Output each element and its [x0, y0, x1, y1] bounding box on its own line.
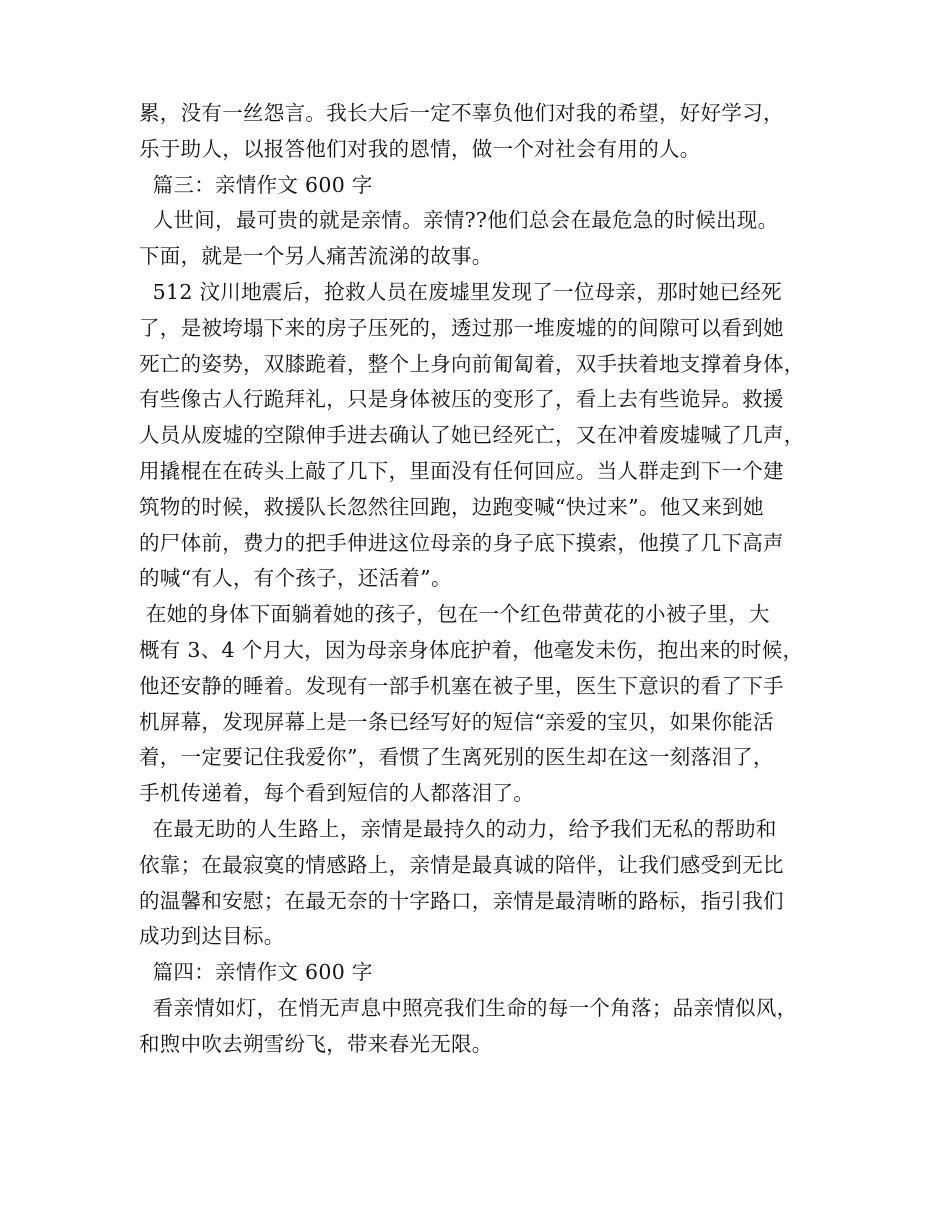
text-line: 用撬棍在在砖头上敲了几下，里面没有任何回应。当人群走到下一个建	[139, 458, 784, 483]
text-line: 看亲情如灯，在悄无声息中照亮我们生命的每一个角落；品亲情似风，	[139, 995, 798, 1020]
text-line: 概有 3、4 个月大，因为母亲身体庇护着，他毫发未伤，抱出来的时候，	[139, 637, 804, 662]
text-line: 的尸体前，费力的把手伸进这位母亲的身子底下摸索，他摸了几下高声	[139, 530, 784, 555]
section-heading: 篇三：亲情作文 600 字	[139, 172, 373, 197]
text-line: 人世间，最可贵的就是亲情。亲情??他们总会在最危急的时候出现。	[139, 208, 779, 233]
text-line: 乐于助人，以报答他们对我的恩情，做一个对社会有用的人。	[139, 136, 701, 161]
text-line: 着，一定要记住我爱你”，看惯了生离死别的医生却在这一刻落泪了，	[139, 745, 774, 770]
text-line: 机屏幕，发现屏幕上是一条已经写好的短信“亲爱的宝贝，如果你能活	[139, 709, 774, 734]
text-line: 的温馨和安慰；在最无奈的十字路口，亲情是最清晰的路标，指引我们	[139, 888, 784, 913]
text-line: 和煦中吹去朔雪纷飞，带来春光无限。	[139, 1031, 493, 1056]
text-line: 成功到达目标。	[139, 924, 285, 949]
text-line: 512 汶川地震后，抢救人员在废墟里发现了一位母亲，那时她已经死	[139, 279, 782, 304]
text-line: 累，没有一丝怨言。我长大后一定不辜负他们对我的希望，好好学习，	[139, 101, 784, 125]
text-line: 的喊“有人，有个孩子，还活着”。	[139, 566, 452, 591]
text-line: 死亡的姿势，双膝跪着，整个上身向前匍匐着，双手扶着地支撑着身体，	[139, 351, 805, 376]
section-heading: 篇四：亲情作文 600 字	[139, 960, 373, 985]
text-line: 在最无助的人生路上，亲情是最持久的动力，给予我们无私的帮助和	[139, 816, 777, 841]
text-line: 人员从废墟的空隙伸手进去确认了她已经死亡，又在冲着废墟喊了几声，	[139, 423, 805, 448]
text-line: 在她的身体下面躺着她的孩子，包在一个红色带黄花的小被子里，大	[139, 602, 770, 627]
text-line: 他还安静的睡着。发现有一部手机塞在被子里，医生下意识的看了下手	[139, 673, 784, 698]
body-text	[139, 96, 839, 1063]
text-line: 筑物的时候，救援队长忽然往回跑，边跑变喊“快过来”。他又来到她	[139, 494, 764, 519]
text-line: 手机传递着，每个看到短信的人都落泪了。	[139, 781, 535, 806]
text-line: 了，是被垮塌下来的房子压死的，透过那一堆废墟的的间隙可以看到她	[139, 315, 784, 340]
text-line: 下面，就是一个另人痛苦流涕的故事。	[139, 244, 493, 269]
text-line: 有些像古人行跪拜礼，只是身体被压的变形了，看上去有些诡异。救援	[139, 387, 784, 412]
text-line: 依靠；在最寂寞的情感路上，亲情是最真诚的陪伴，让我们感受到无比	[139, 852, 784, 877]
